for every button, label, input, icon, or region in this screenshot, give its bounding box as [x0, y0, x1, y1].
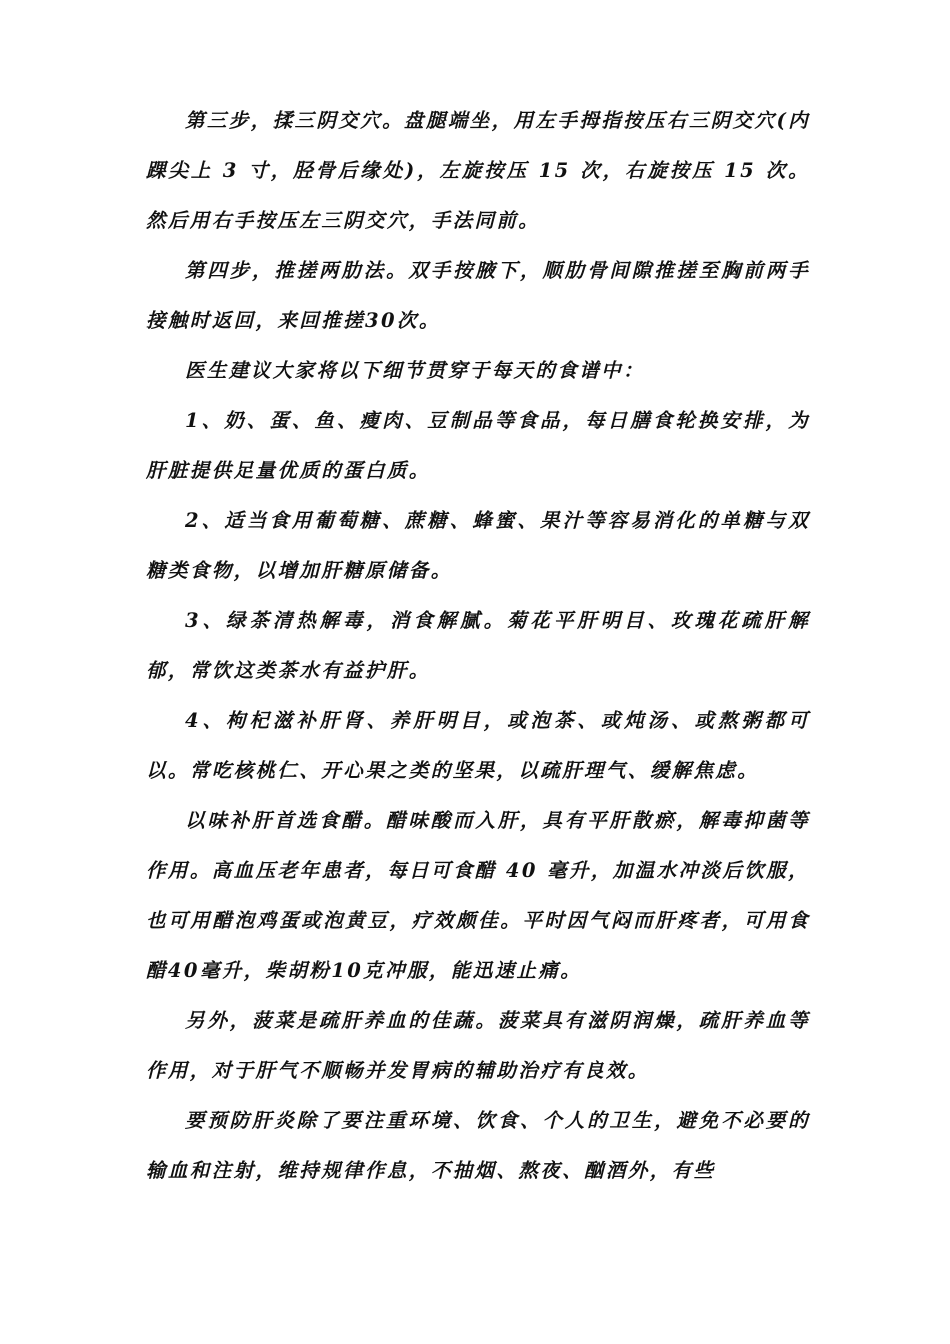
paragraph-diet-item-4: 4、枸杞滋补肝肾、养肝明目，或泡茶、或炖汤、或熬粥都可以。常吃核桃仁、开心果之类的坚果，以疏肝理气、缓解焦虑。 — [146, 709, 810, 782]
paragraph-diet-item-2: 2、适当食用葡萄糖、蔗糖、蜂蜜、果汁等容易消化的单糖与双糖类食物，以增加肝糖原储备。 — [146, 509, 810, 582]
document-body — [146, 96, 810, 1196]
paragraph-step-three: 第三步，揉三阴交穴。盘腿端坐，用左手拇指按压右三阴交穴(内踝尖上 3 寸，胫骨后缘处)，左旋按压 15 次，右旋按压 15 次。然后用右手按压左三阴交穴，手法同前。 — [146, 109, 810, 232]
paragraph-diet-item-1: 1、奶、蛋、鱼、瘦肉、豆制品等食品，每日膳食轮换安排，为肝脏提供足量优质的蛋白质。 — [146, 409, 810, 482]
paragraph-spinach: 另外，菠菜是疏肝养血的佳蔬。菠菜具有滋阴润燥，疏肝养血等作用，对于肝气不顺畅并发胃病的辅助治疗有良效。 — [146, 1009, 810, 1082]
paragraph-prevention: 要预防肝炎除了要注重环境、饮食、个人的卫生，避免不必要的输血和注射，维持规律作息，不抽烟、熬夜、酗酒外，有些 — [146, 1109, 810, 1182]
paragraph-diet-item-3: 3、绿茶清热解毒，消食解腻。菊花平肝明目、玫瑰花疏肝解郁，常饮这类茶水有益护肝。 — [146, 609, 810, 682]
paragraph-diet-intro: 医生建议大家将以下细节贯穿于每天的食谱中： — [185, 359, 645, 382]
paragraph-vinegar: 以味补肝首选食醋。醋味酸而入肝，具有平肝散瘀，解毒抑菌等作用。高血压老年患者，每日可食醋 40 毫升，加温水冲淡后饮服，也可用醋泡鸡蛋或泡黄豆，疗效颇佳。平时因气闷而肝疼者，可用食醋40毫升，柴胡粉10克冲服，能迅速止痛。 — [146, 809, 810, 982]
paragraph-step-four: 第四步，推搓两肋法。双手按腋下，顺肋骨间隙推搓至胸前两手接触时返回，来回推搓30次。 — [146, 259, 810, 332]
